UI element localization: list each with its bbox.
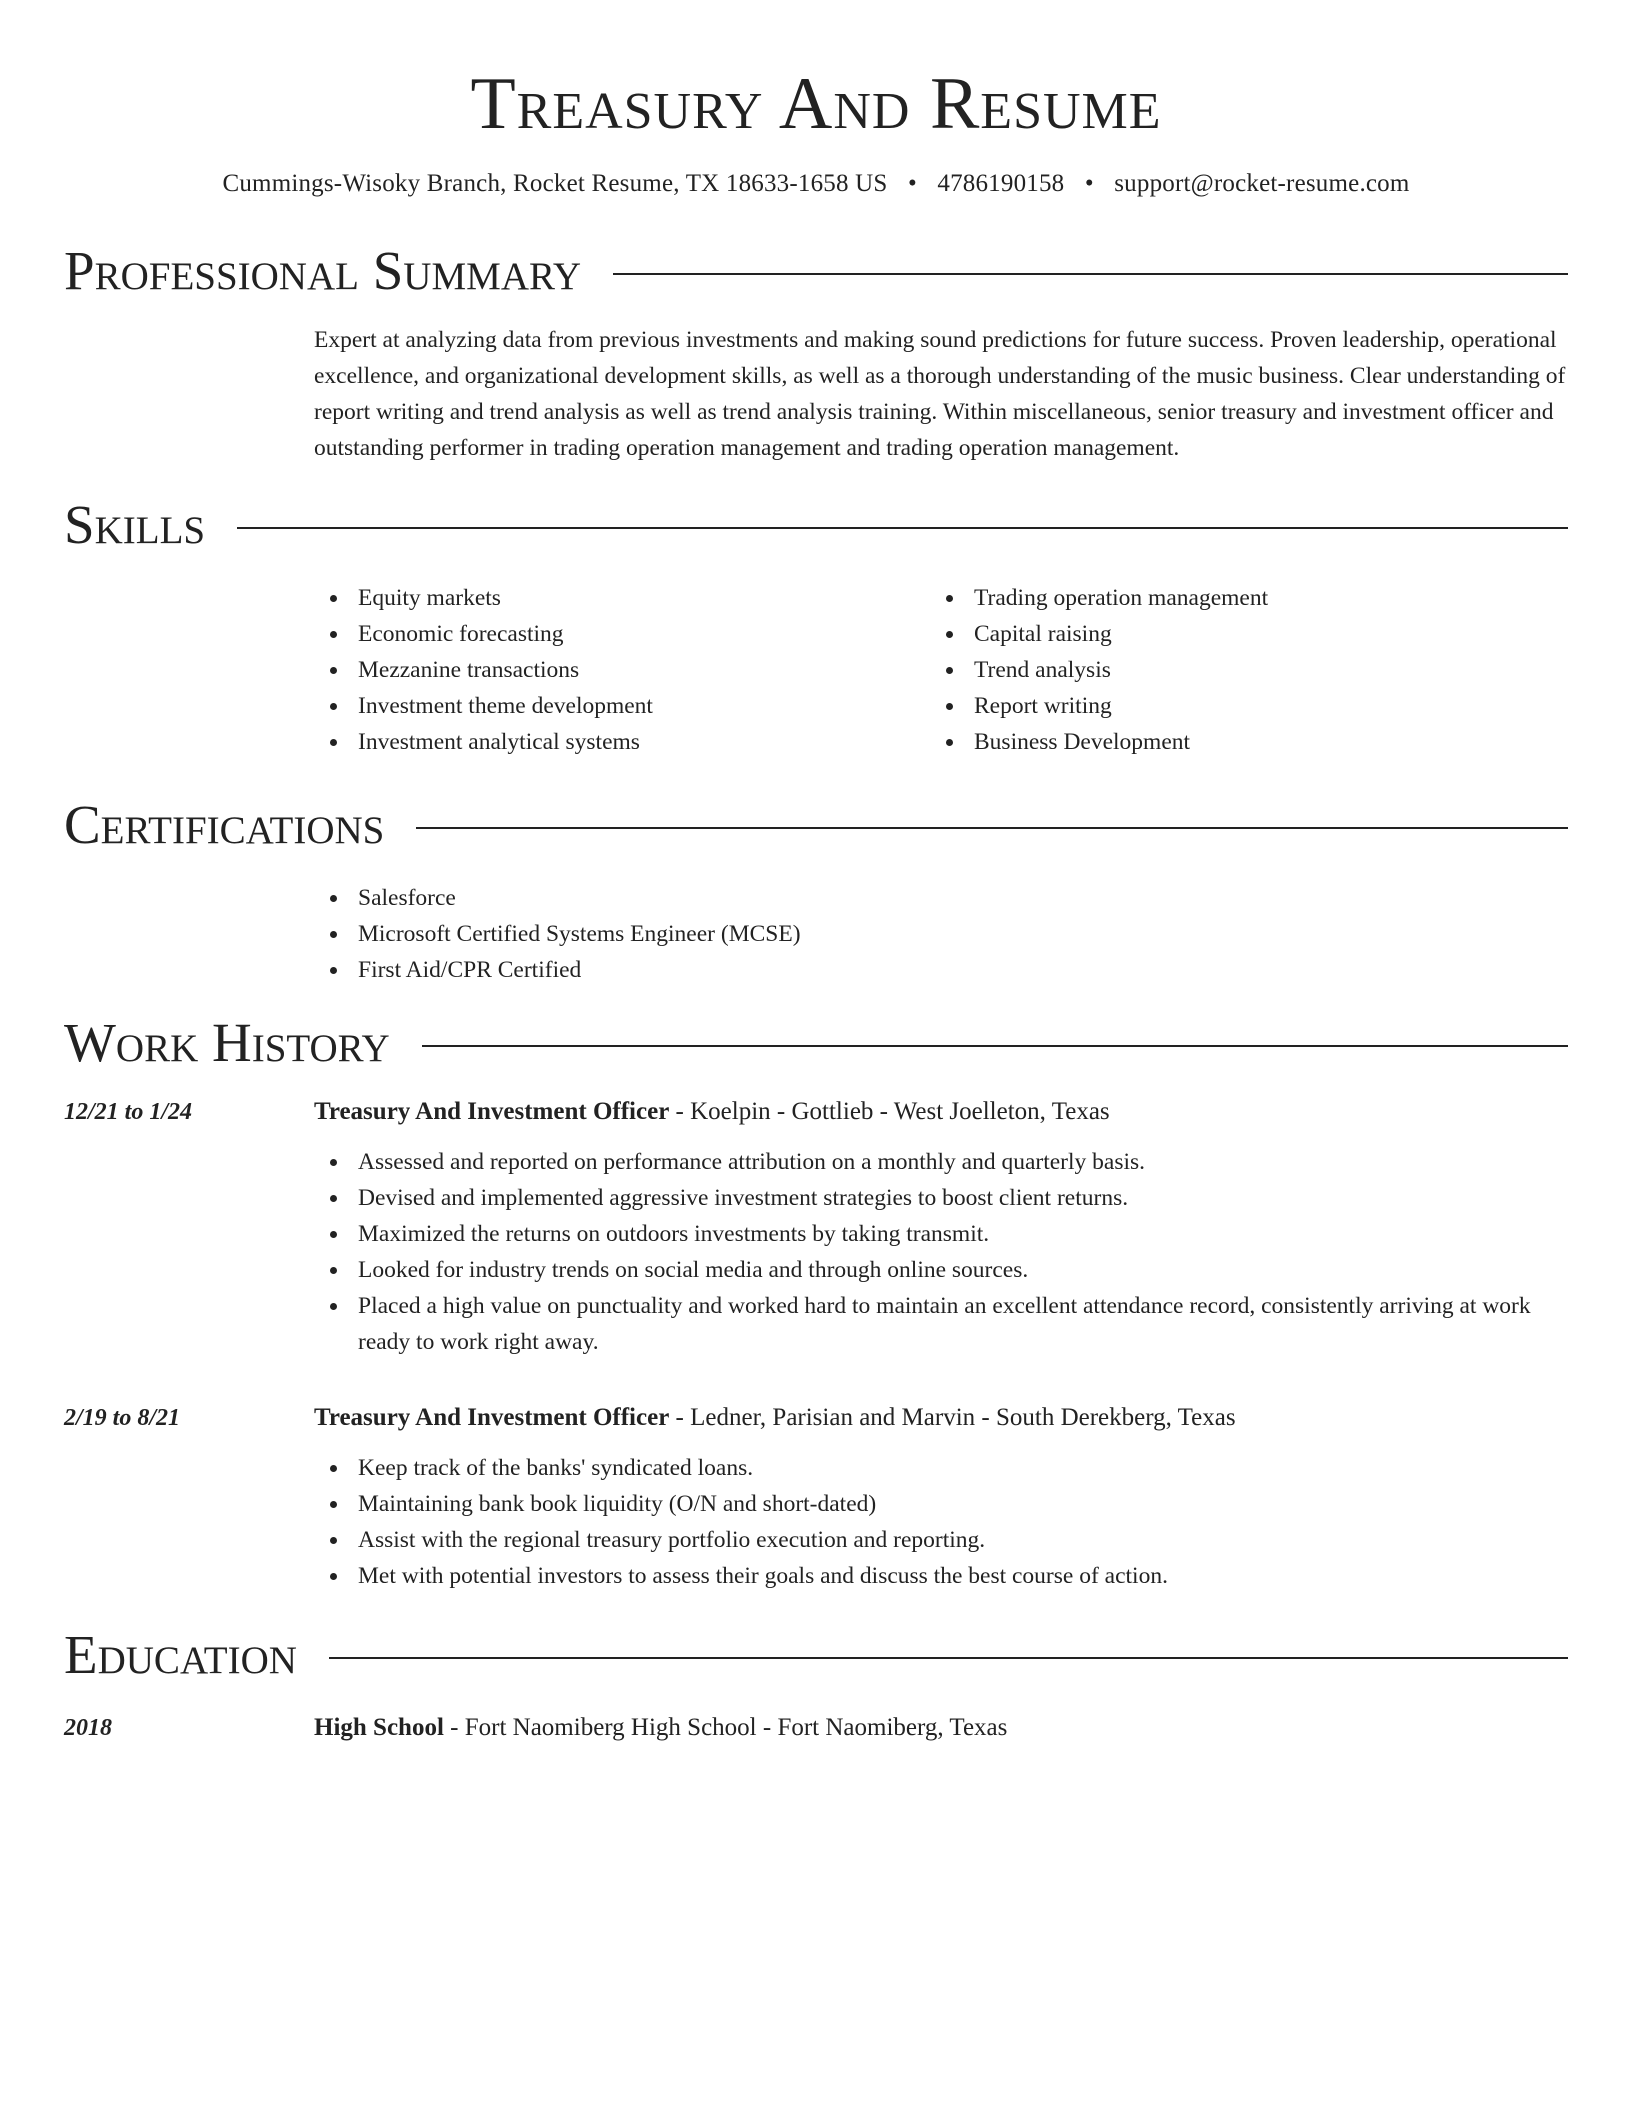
resume-name: Treasury And Resume xyxy=(470,63,1162,145)
skill-item: Mezzanine transactions xyxy=(314,652,930,688)
certifications-heading: Certifications xyxy=(64,794,385,855)
skills-list xyxy=(314,580,1568,760)
education-year: 2018 xyxy=(64,1715,112,1741)
skill-item: Report writing xyxy=(930,688,1546,724)
contact-separator: • xyxy=(907,170,917,197)
section-divider xyxy=(416,827,1568,829)
job-bullet: Assessed and reported on performance attribution on a monthly and quarterly basis. xyxy=(314,1144,1568,1180)
certifications-list xyxy=(314,880,1568,988)
job-bullet: Assist with the regional treasury portfolio execution and reporting. xyxy=(314,1522,1568,1558)
skills-section-header xyxy=(64,494,1568,556)
job-dates: 12/21 to 1/24 xyxy=(64,1099,193,1125)
skill-item: Economic forecasting xyxy=(314,616,930,652)
contact-separator: • xyxy=(1084,170,1094,197)
certification-item: First Aid/CPR Certified xyxy=(314,952,1568,988)
job-title: Treasury And Investment Officer xyxy=(314,1098,670,1125)
work-heading: Work History xyxy=(64,1012,390,1073)
job-bullet: Met with potential investors to assess their goals and discuss the best course of action. xyxy=(314,1558,1568,1594)
section-divider xyxy=(329,1657,1568,1659)
education-degree: High School xyxy=(314,1714,444,1741)
job-bullet: Devised and implemented aggressive investment strategies to boost client returns. xyxy=(314,1180,1568,1216)
job-entry xyxy=(64,1400,1568,1594)
job-entry xyxy=(64,1094,1568,1360)
summary-section-header xyxy=(64,240,1568,302)
contact-line xyxy=(64,168,1568,200)
work-section-header xyxy=(64,1012,1568,1074)
education-details: - Fort Naomiberg High School - Fort Naomiberg, Texas xyxy=(443,1714,1008,1741)
job-dates: 2/19 to 8/21 xyxy=(64,1405,181,1431)
skill-item: Business Development xyxy=(930,724,1546,760)
job-bullet: Keep track of the banks' syndicated loans. xyxy=(314,1450,1568,1486)
skills-column-left xyxy=(314,580,930,760)
contact-phone: 4786190158 xyxy=(937,170,1065,197)
job-bullet: Maximized the returns on outdoors investments by taking transmit. xyxy=(314,1216,1568,1252)
certification-item: Microsoft Certified Systems Engineer (MCSE) xyxy=(314,916,1568,952)
certification-item: Salesforce xyxy=(314,880,1568,916)
skill-item: Equity markets xyxy=(314,580,930,616)
job-header xyxy=(64,1400,1568,1436)
job-bullet: Looked for industry trends on social media and through online sources. xyxy=(314,1252,1568,1288)
skills-heading: Skills xyxy=(64,494,206,555)
skill-item: Capital raising xyxy=(930,616,1546,652)
skill-item: Trading operation management xyxy=(930,580,1546,616)
summary-heading: Professional Summary xyxy=(64,240,582,301)
certifications-section-header xyxy=(64,794,1568,856)
summary-text: Expert at analyzing data from previous investments and making sound predictions for future success. Proven leadership, operational excellence, and organizational development skills, as well as a thorough understanding of the music business. Clear understanding of report writing and trend analysis as well as trend analysis training. Within miscellaneous, senior treasury and investment officer and outstanding performer in trading operation management and trading operation management. xyxy=(314,327,1566,461)
education-entry xyxy=(64,1710,1568,1746)
job-bullet: Placed a high value on punctuality and worked hard to maintain an excellent attendance record, consistently arriving at work ready to work right away. xyxy=(314,1288,1568,1360)
contact-address: Cummings-Wisoky Branch, Rocket Resume, TX 18633-1658 US xyxy=(222,170,888,197)
job-title: Treasury And Investment Officer xyxy=(314,1404,670,1431)
job-responsibilities xyxy=(314,1144,1568,1360)
job-details: - Ledner, Parisian and Marvin - South Derekberg, Texas xyxy=(669,1404,1236,1431)
section-divider xyxy=(422,1045,1568,1047)
skills-column-right xyxy=(930,580,1546,760)
education-section-header xyxy=(64,1624,1568,1686)
job-responsibilities xyxy=(314,1450,1568,1594)
resume-page xyxy=(64,0,1568,1746)
skill-item: Trend analysis xyxy=(930,652,1546,688)
skill-item: Investment analytical systems xyxy=(314,724,930,760)
section-divider xyxy=(237,527,1568,529)
section-divider xyxy=(613,273,1568,275)
job-details: - Koelpin - Gottlieb - West Joelleton, Texas xyxy=(669,1098,1110,1125)
education-heading: Education xyxy=(64,1624,297,1685)
job-bullet: Maintaining bank book liquidity (O/N and short-dated) xyxy=(314,1486,1568,1522)
job-header xyxy=(64,1094,1568,1130)
contact-email: support@rocket-resume.com xyxy=(1114,170,1410,197)
skill-item: Investment theme development xyxy=(314,688,930,724)
